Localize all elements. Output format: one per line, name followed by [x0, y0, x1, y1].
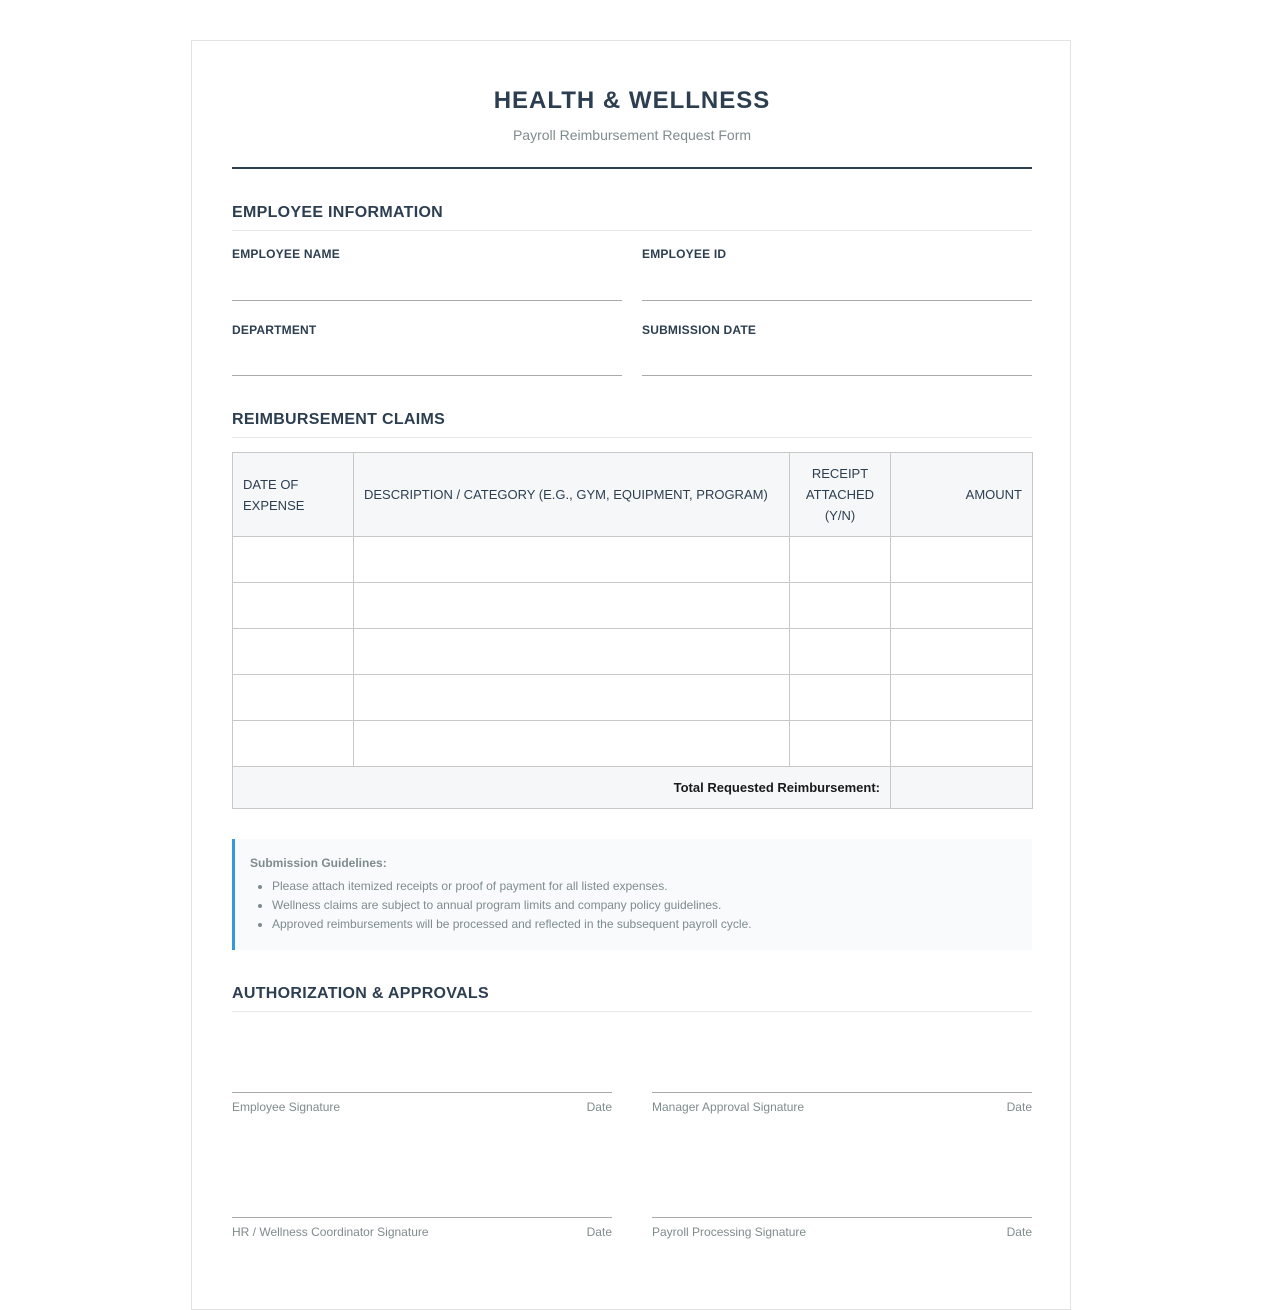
cell-description[interactable] — [354, 675, 790, 721]
cell-receipt[interactable] — [790, 721, 891, 767]
total-label: Total Requested Reimbursement: — [233, 767, 891, 809]
form-page — [191, 40, 1071, 1310]
employee-signature-block[interactable] — [232, 1092, 612, 1114]
cell-date[interactable] — [233, 675, 354, 721]
date-label: Date — [586, 1225, 612, 1239]
signature-label: HR / Wellness Coordinator Signature — [232, 1225, 429, 1239]
total-row — [233, 767, 1033, 809]
signature-line[interactable] — [232, 1092, 612, 1093]
department-label: DEPARTMENT — [232, 323, 317, 337]
section-title-employee-info: EMPLOYEE INFORMATION — [232, 204, 1032, 231]
table-row — [233, 721, 1033, 767]
date-label: Date — [1006, 1100, 1032, 1114]
form-title: HEALTH & WELLNESS — [493, 87, 771, 114]
claims-header-row — [233, 453, 1033, 537]
cell-amount[interactable] — [891, 537, 1033, 583]
cell-receipt[interactable] — [790, 629, 891, 675]
cell-date[interactable] — [233, 583, 354, 629]
table-row — [233, 583, 1033, 629]
guideline-item: • Please attach itemized receipts or proof of payment for all listed expenses. — [272, 877, 752, 896]
date-label: Date — [586, 1100, 612, 1114]
cell-amount[interactable] — [891, 583, 1033, 629]
hr-signature-block[interactable] — [232, 1217, 612, 1239]
cell-amount[interactable] — [891, 721, 1033, 767]
submission-date-field[interactable] — [642, 323, 1032, 378]
guidelines-list — [250, 877, 752, 934]
submission-date-label: SUBMISSION DATE — [642, 323, 757, 337]
employee-name-label: EMPLOYEE NAME — [232, 247, 340, 261]
form-subtitle: Payroll Reimbursement Request Form — [512, 127, 752, 143]
signature-line[interactable] — [652, 1217, 1032, 1218]
total-amount-cell[interactable] — [891, 767, 1033, 809]
cell-receipt[interactable] — [790, 675, 891, 721]
column-header-date: DATE OF EXPENSE — [233, 453, 354, 537]
guideline-item: • Approved reimbursements will be processed and reflected in the subsequent payroll cycle. — [272, 915, 752, 934]
guideline-item: • Wellness claims are subject to annual program limits and company policy guidelines. — [272, 896, 752, 915]
manager-signature-block[interactable] — [652, 1092, 1032, 1114]
section-title-claims: REIMBURSEMENT CLAIMS — [232, 411, 1032, 438]
cell-date[interactable] — [233, 537, 354, 583]
employee-id-input-line[interactable] — [642, 300, 1032, 301]
employee-id-field[interactable] — [642, 247, 1032, 302]
signature-label: Manager Approval Signature — [652, 1100, 805, 1114]
table-row — [233, 537, 1033, 583]
column-header-amount: AMOUNT — [891, 453, 1033, 537]
cell-date[interactable] — [233, 721, 354, 767]
signature-label: Employee Signature — [232, 1100, 341, 1114]
table-row — [233, 629, 1033, 675]
column-header-description: DESCRIPTION / CATEGORY (E.G., GYM, EQUIPMENT, PROGRAM) — [354, 453, 790, 537]
signature-label: Payroll Processing Signature — [652, 1225, 807, 1239]
claims-table — [232, 452, 1033, 809]
cell-description[interactable] — [354, 583, 790, 629]
date-label: Date — [1006, 1225, 1032, 1239]
header-divider — [232, 167, 1032, 169]
section-title-approvals: AUTHORIZATION & APPROVALS — [232, 985, 1032, 1012]
submission-guidelines-box — [232, 839, 1032, 950]
employee-name-field[interactable] — [232, 247, 622, 302]
cell-receipt[interactable] — [790, 583, 891, 629]
cell-receipt[interactable] — [790, 537, 891, 583]
cell-date[interactable] — [233, 629, 354, 675]
cell-description[interactable] — [354, 537, 790, 583]
cell-description[interactable] — [354, 721, 790, 767]
employee-name-input-line[interactable] — [232, 300, 622, 301]
guidelines-title: Submission Guidelines: — [250, 856, 387, 870]
signature-line[interactable] — [232, 1217, 612, 1218]
cell-amount[interactable] — [891, 629, 1033, 675]
cell-description[interactable] — [354, 629, 790, 675]
table-row — [233, 675, 1033, 721]
signature-line[interactable] — [652, 1092, 1032, 1093]
cell-amount[interactable] — [891, 675, 1033, 721]
submission-date-input-line[interactable] — [642, 375, 1032, 376]
employee-id-label: EMPLOYEE ID — [642, 247, 727, 261]
column-header-receipt: RECEIPT ATTACHED (Y/N) — [790, 453, 891, 537]
payroll-signature-block[interactable] — [652, 1217, 1032, 1239]
department-input-line[interactable] — [232, 375, 622, 376]
department-field[interactable] — [232, 323, 622, 378]
